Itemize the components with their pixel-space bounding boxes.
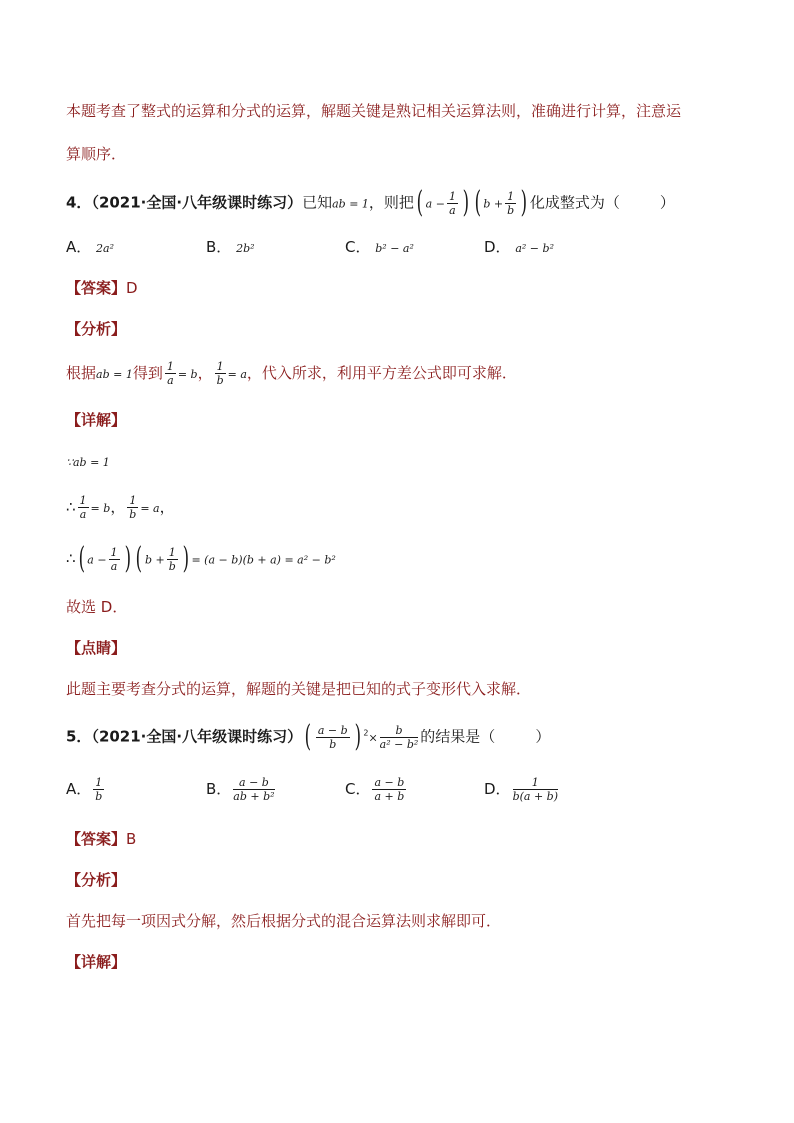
intro-line-2: 算顺序． xyxy=(66,145,127,163)
choice-line: 故选 D． xyxy=(66,598,128,616)
question-source: （2021·全国·八年级课时练习） xyxy=(91,193,303,212)
comment-heading: 【点睛】 xyxy=(66,639,127,657)
comment-text: 此题主要考查分式的运算，解题的关键是把已知的式子变形代入求解． xyxy=(66,680,532,698)
option-c: C． $\frac{a - b}{a + b}$ xyxy=(345,776,405,803)
detail-step-2: ∴ $\frac{1}{a}$ = b， $\frac{1}{b}$ = a， xyxy=(66,494,175,521)
condition-expr: ab = 1 xyxy=(332,197,369,211)
option-d: D． $\frac{1}{b(a + b)}$ xyxy=(484,776,558,803)
intro-line-1: 本题考查了整式的运算和分式的运算，解题关键是熟记相关运算法则，准确进行计算，注意运 xyxy=(66,102,682,120)
fraction: $\frac{1}{b}$ xyxy=(507,189,515,217)
question-5-stem: 5．（2021·全国·八年级课时练习）( $\frac{a - b}{b}$ ) $^2$× $\frac{b}{\text{a² − b²}}$ 的结果是（ ） xyxy=(66,719,551,754)
analysis-text: 根据ab = 1得到 $\frac{1}{a}$ = b， $\frac{1}{b}$ = a，代入所求，利用平方差公式即可求解． xyxy=(66,360,517,387)
analysis-text: 首先把每一项因式分解，然后根据分式的混合运算法则求解即可． xyxy=(66,912,502,930)
option-a: A． $\frac{1}{b}$ xyxy=(66,776,103,803)
fraction: $\frac{1}{a}$ xyxy=(448,189,456,217)
option-b: B． $\frac{a - b}{\text{ab + b²}}$ xyxy=(206,776,275,803)
detail-heading: 【详解】 xyxy=(66,411,127,429)
option-b: B． 2b² xyxy=(206,238,255,256)
analysis-heading: 【分析】 xyxy=(66,871,127,889)
question-4-stem: 4．（2021·全国·八年级课时练习）已知ab = 1，则把( a − $\frac{1}{a}$ ) ( b + $\frac{1}{b}$ ) 化成整式为（ ） xyxy=(66,185,675,220)
option-d: D． a² − b² xyxy=(484,238,554,256)
detail-step-3: ∴( a − $\frac{1}{a}$ ) ( b + $\frac{1}{b}$ ) = (a − b)(b + a) = a² − b² xyxy=(66,541,336,576)
detail-heading: 【详解】 xyxy=(66,953,127,971)
detail-step-1: ∵ab = 1 xyxy=(66,456,110,469)
answer-line: 【答案】D xyxy=(66,279,138,297)
analysis-heading: 【分析】 xyxy=(66,320,127,338)
question-source: （2021·全国·八年级课时练习） xyxy=(91,727,303,746)
answer-line: 【答案】B xyxy=(66,830,137,848)
option-c: C． b² − a² xyxy=(345,238,414,256)
question-number: 5． xyxy=(66,727,92,746)
question-number: 4． xyxy=(66,193,92,212)
option-a: A． 2a² xyxy=(66,238,115,256)
